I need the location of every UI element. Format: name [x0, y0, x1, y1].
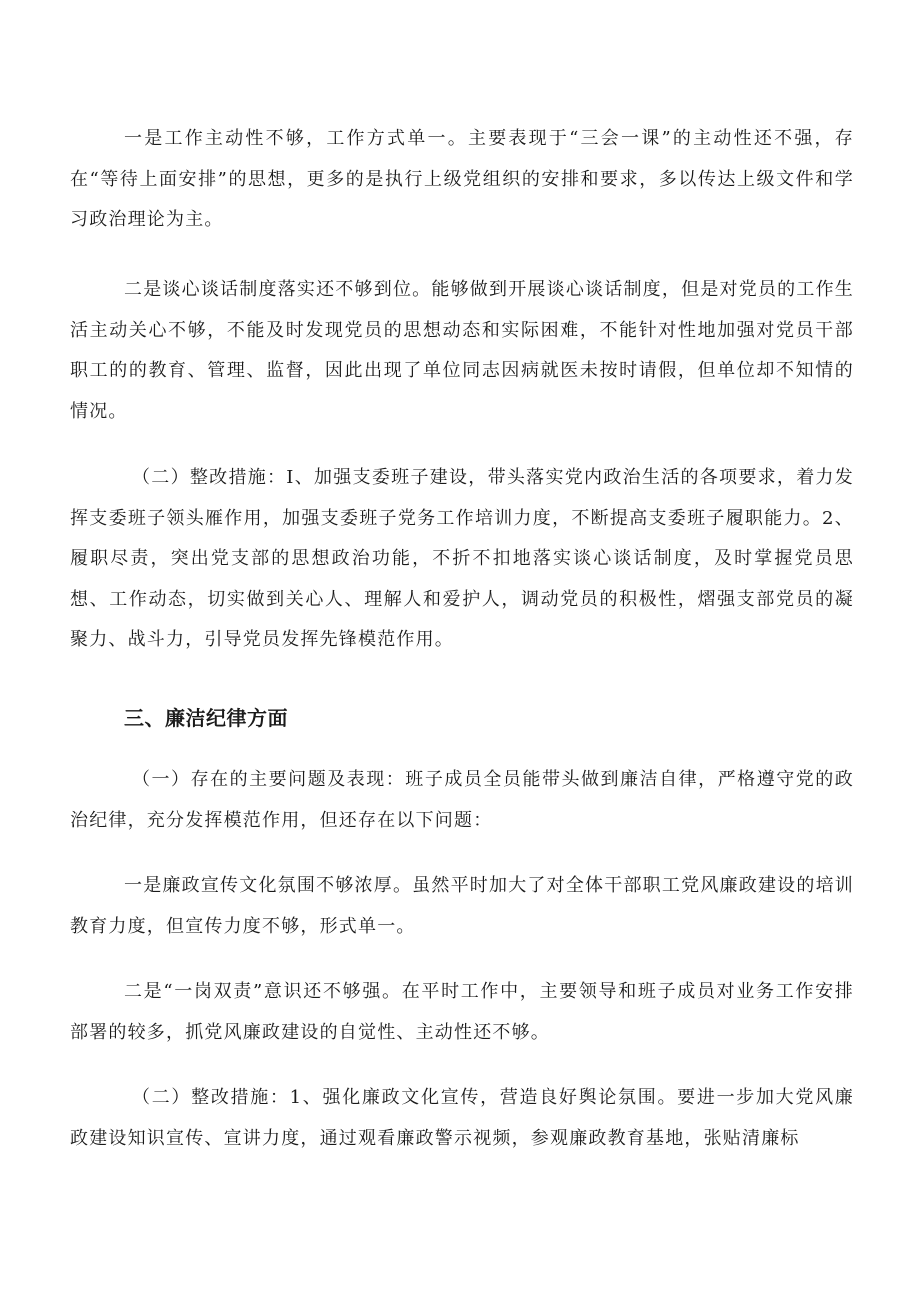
paragraph-rectification-measures-2: （二）整改措施：1、强化廉政文化宣传，营造良好舆论氛围。要进一步加大党风廉政建设知识宣传、宣讲力度，通过观看廉政警示视频，参观廉政教育基地，张贴清廉标: [70, 1087, 854, 1149]
paragraph-main-problems: （一）存在的主要问题及表现：班子成员全员能带头做到廉洁自律，严格遵守党的政治纪律，充分发挥模范作用，但还存在以下问题：: [70, 769, 854, 831]
paragraph-one-post-two-duties: 二是“一岗双责”意识还不够强。在平时工作中，主要领导和班子成员对业务工作安排部署的较多，抓党风廉政建设的自觉性、主动性还不够。: [70, 981, 854, 1043]
paragraph-work-initiative: 一是工作主动性不够，工作方式单一。主要表现于“三会一课”的主动性还不强，存在“等待上面安排”的思想，更多的是执行上级党组织的安排和要求，多以传达上级文件和学习政治理论为主。: [70, 128, 854, 230]
section-heading-integrity-discipline: 三、廉洁纪律方面: [124, 706, 288, 730]
paragraph-integrity-culture: 一是廉政宣传文化氛围不够浓厚。虽然平时加大了对全体干部职工党风廉政建设的培训教育力度，但宣传力度不够，形式单一。: [70, 875, 854, 937]
paragraph-rectification-measures-1: （二）整改措施：I、加强支委班子建设，带头落实党内政治生活的各项要求，着力发挥支委班子领头雁作用，加强支委班子党务工作培训力度，不断提高支委班子履职能力。2、履职尽责，突出党支部的思想政治功能，不折不扣地落实谈心谈话制度，及时掌握党员思想、工作动态，切实做到关心人、理解人和爱护人，调动党员的积极性，熠强支部党员的凝聚力、战斗力，引导党员发挥先锋模范作用。: [70, 467, 854, 650]
paragraph-heart-talk-system: 二是谈心谈话制度落实还不够到位。能够做到开展谈心谈话制度，但是对党员的工作生活主动关心不够，不能及时发现党员的思想动态和实际困难，不能针对性地加强对党员干部职工的的教育、管理、监督，因此出现了单位同志因病就医未按时请假，但单位却不知情的情况。: [70, 279, 854, 422]
